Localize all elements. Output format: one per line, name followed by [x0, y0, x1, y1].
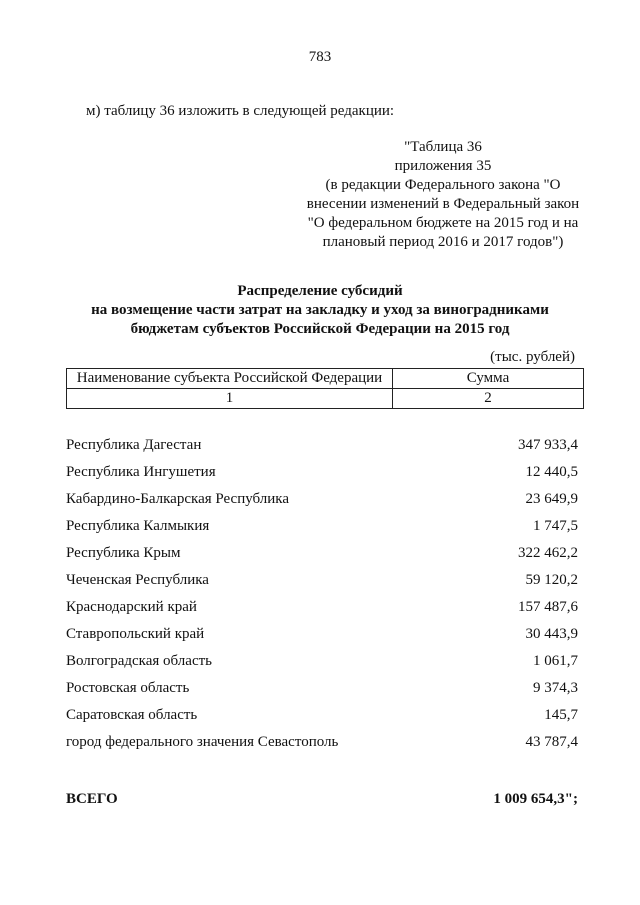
table-reference-note [298, 138, 588, 252]
amount-value: 157 487,6 [518, 599, 578, 615]
region-name: Волгоградская область [66, 653, 212, 669]
column-header-amount: Сумма [393, 369, 584, 389]
amount-value: 1 061,7 [533, 653, 578, 669]
table-body [66, 436, 578, 760]
units-label: (тыс. рублей) [490, 349, 575, 365]
region-name: Республика Крым [66, 545, 181, 561]
note-line: (в редакции Федерального закона "О [325, 177, 561, 193]
note-line: "О федеральном бюджете на 2015 год и на [307, 215, 579, 231]
heading-line: на возмещение части затрат на закладку и уход за виноградниками [91, 302, 549, 318]
amendment-instruction: м) таблицу 36 изложить в следующей редакции: [86, 103, 395, 119]
region-name: Ставропольский край [66, 626, 205, 642]
region-name: Краснодарский край [66, 599, 197, 615]
heading-line: Распределение субсидий [237, 283, 403, 299]
region-name: город федерального значения Севастополь [66, 734, 339, 750]
table-row [66, 571, 578, 598]
amount-value: 347 933,4 [518, 437, 578, 453]
total-amount: 1 009 654,3"; [493, 791, 578, 807]
table-row [66, 679, 578, 706]
region-name: Республика Ингушетия [66, 464, 216, 480]
region-name: Кабардино-Балкарская Республика [66, 491, 290, 507]
table-row [66, 436, 578, 463]
table-row [66, 490, 578, 517]
column-header-name: Наименование субъекта Российской Федерации [67, 369, 393, 389]
region-name: Чеченская Республика [66, 572, 209, 588]
amount-value: 30 443,9 [525, 626, 578, 642]
region-name: Республика Дагестан [66, 437, 202, 453]
heading-line: бюджетам субъектов Российской Федерации на 2015 год [130, 321, 510, 337]
table-row [66, 463, 578, 490]
amount-value: 145,7 [544, 707, 578, 723]
total-row [66, 791, 578, 808]
table-row [66, 733, 578, 760]
table-row [66, 706, 578, 733]
table-row [66, 598, 578, 625]
total-label: ВСЕГО [66, 791, 118, 807]
table-row [66, 625, 578, 652]
amount-value: 59 120,2 [525, 572, 578, 588]
table-row [66, 652, 578, 679]
amount-value: 322 462,2 [518, 545, 578, 561]
page-number: 783 [308, 49, 332, 65]
region-name: Ростовская область [66, 680, 190, 696]
amount-value: 43 787,4 [525, 734, 578, 750]
note-line: внесении изменений в Федеральный закон [306, 196, 580, 212]
table-row [66, 517, 578, 544]
table-heading [0, 282, 640, 339]
amount-value: 12 440,5 [525, 464, 578, 480]
column-number-2: 2 [393, 389, 584, 409]
table-header [66, 368, 584, 409]
note-line: приложения 35 [394, 158, 492, 174]
amount-value: 23 649,9 [525, 491, 578, 507]
amount-value: 9 374,3 [533, 680, 578, 696]
column-number-1: 1 [67, 389, 393, 409]
amount-value: 1 747,5 [533, 518, 578, 534]
note-line: плановый период 2016 и 2017 годов") [322, 234, 564, 250]
table-row [66, 544, 578, 571]
note-line: "Таблица 36 [404, 139, 482, 155]
region-name: Саратовская область [66, 707, 198, 723]
region-name: Республика Калмыкия [66, 518, 210, 534]
